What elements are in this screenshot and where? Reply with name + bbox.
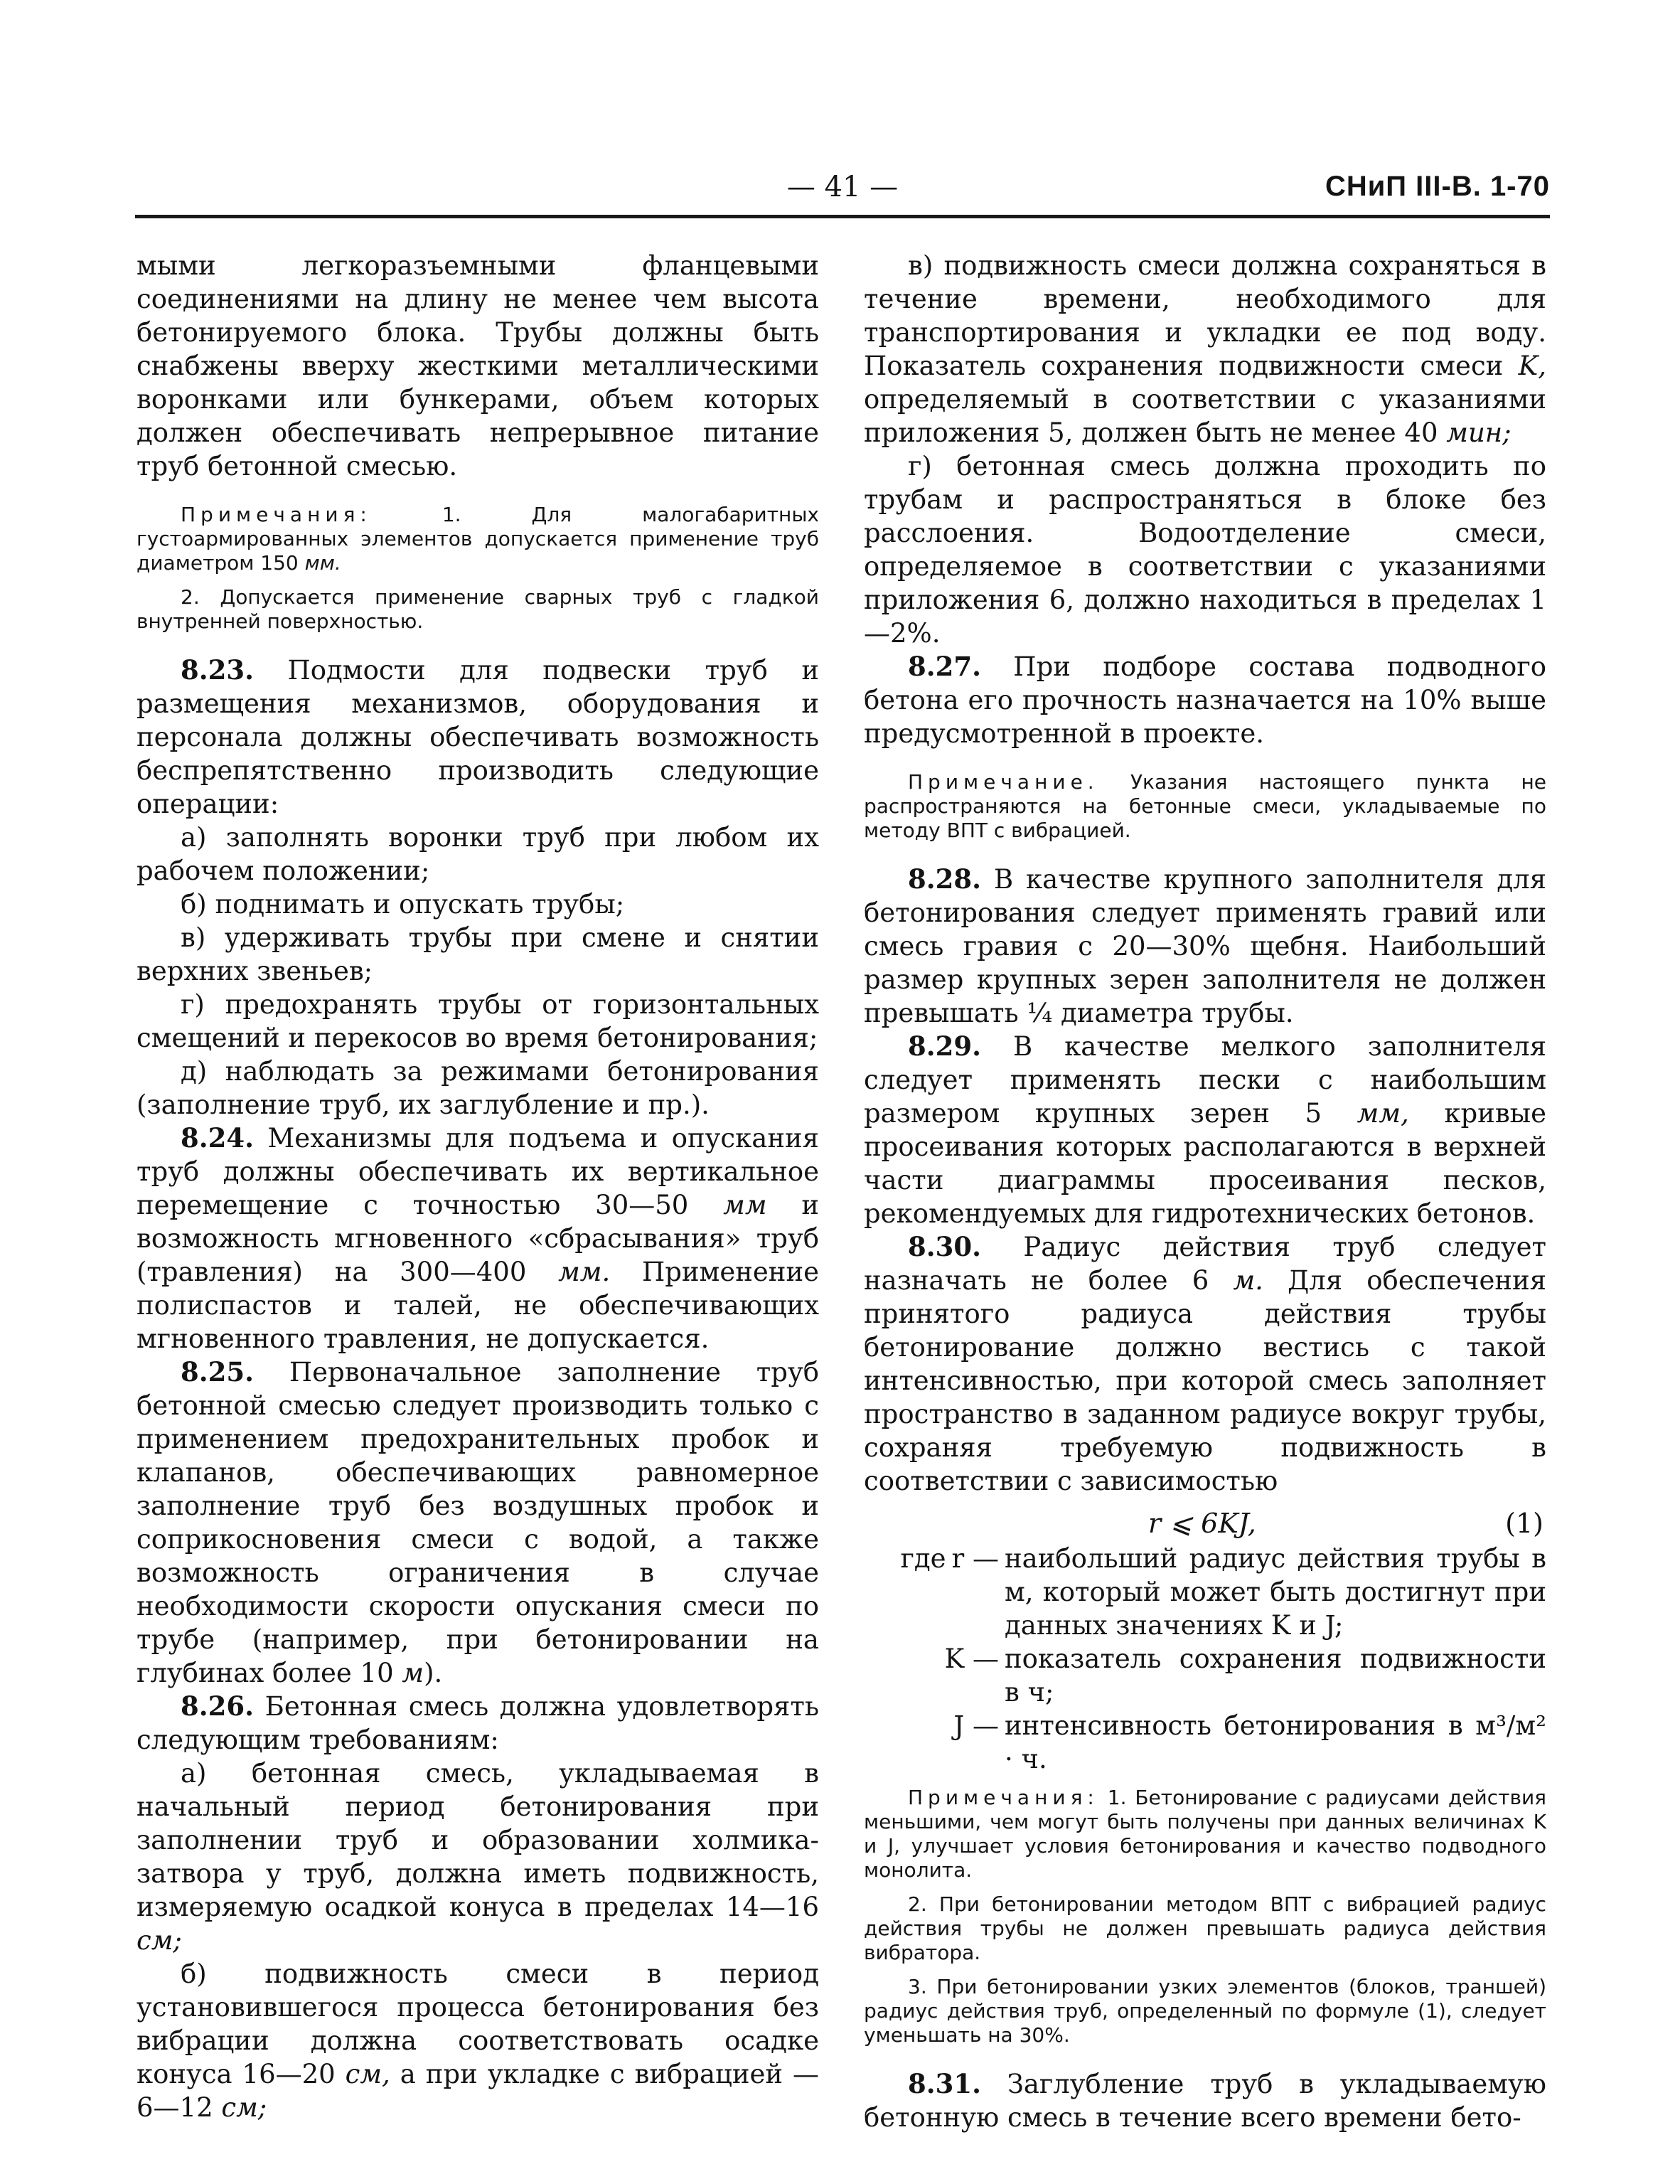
note-label: Примечание. xyxy=(908,770,1099,794)
note-text: 2. Допускается применение сварных труб с гладкой внутренней поверхностью. xyxy=(137,585,819,633)
clause-text: Подмости для подвески труб и размещения механизмов, оборудования и персонала должны обеспечивать возможность беспрепятственно производить следующие операции: xyxy=(137,655,819,819)
clause-number: 8.30. xyxy=(908,1231,981,1262)
left-column xyxy=(137,249,819,2124)
clause-number: 8.31. xyxy=(908,2068,981,2099)
formula-1 xyxy=(864,1505,1546,1542)
clause-8-30 xyxy=(864,1230,1546,1498)
clause-number: 8.24. xyxy=(181,1122,254,1154)
requirement-a xyxy=(137,1757,819,1957)
clause-text: Применение полиспастов и талей, не обеспечивающих мгновенного травления, не допускается. xyxy=(137,1257,820,1354)
notes-label: Примечания: xyxy=(181,503,372,526)
list-item: д) наблюдать за режимами бетонирования (заполнение труб, их заглубление и пр.). xyxy=(137,1056,819,1120)
requirement-text: а) бетонная смесь, укладываемая в начальный период бетонирования при заполнении труб и образовании холмика-затвора у труб, должна иметь подвижность, измеряемую осадкой конуса в пределах 14—16 xyxy=(137,1758,819,1922)
symbol-k: K, xyxy=(1518,351,1546,381)
page-header xyxy=(135,168,1550,211)
list-item: г) предохранять трубы от горизонтальных смещений и перекосов во время бетонирования; xyxy=(137,989,819,1053)
note-item xyxy=(864,1786,1546,1882)
legend-row xyxy=(864,1542,1546,1642)
clause-8-31 xyxy=(864,2067,1546,2134)
clause-8-29 xyxy=(864,1030,1546,1230)
clause-number: 8.25. xyxy=(181,1356,254,1387)
clause-8-25 xyxy=(137,1355,819,1690)
unit-text: мм xyxy=(723,1190,767,1220)
right-column xyxy=(864,249,1546,2134)
clause-text: В качестве мелкого заполнителя следует применять пески с наибольшим размером крупных зерен 5 xyxy=(864,1031,1547,1129)
unit-text: см, xyxy=(345,2059,390,2089)
note-item: 2. При бетонировании методом ВПТ с вибрацией радиус действия трубы не должен превышать радиуса действия вибратора. xyxy=(864,1892,1546,1964)
note-text: Указания настоящего пункта не распространяются на бетонные смеси, укладываемые по методу ВПТ с вибрацией. xyxy=(864,770,1546,842)
legend-text: интенсивность бетонирования в м³/м² · ч. xyxy=(1005,1710,1546,1774)
clause-text: и возможность мгновенного «сбрасывания» труб (травления) на 300—400 xyxy=(137,1190,819,1287)
clause-text: ). xyxy=(424,1658,443,1688)
notes-block xyxy=(137,503,819,634)
legend-symbol xyxy=(864,1542,1005,1642)
notes-block-2 xyxy=(864,1786,1546,2047)
requirement-text: б) подвижность смеси в период установившегося процесса бетонирования без вибрации должна соответствовать осадке конуса 16—20 xyxy=(137,1959,819,2089)
note-item: 3. При бетонировании узких элементов (блоков, траншей) радиус действия труб, определенный по формуле (1), следует уменьшать на 30%. xyxy=(864,1975,1546,2047)
requirement-text: в) подвижность смеси должна сохраняться в течение времени, необходимого для транспортирования и укладки ее под воду. Показатель сохранения подвижности смеси xyxy=(864,250,1546,381)
clause-text: Для обеспечения принятого радиуса действия трубы бетонирование должно вестись с такой интенсивностью, при которой смесь заполняет пространство в заданном радиусе вокруг трубы, сохраняя требуемую подвижность в соответствии с зависимостью xyxy=(864,1265,1547,1496)
clause-text: Бетонная смесь должна удовлетворять следующим требованиям: xyxy=(137,1691,820,1755)
clause-text: кривые просеивания которых располагаются в верхней части диаграммы просеивания песков, рекомендуемых для гидротехнических бетонов. xyxy=(864,1098,1546,1229)
formula-legend xyxy=(864,1542,1546,1776)
document-code: СНиП III-В. 1-70 xyxy=(1325,171,1550,202)
note-8-27 xyxy=(864,770,1546,843)
unit-text: мм, xyxy=(1357,1098,1409,1129)
clause-number: 8.26. xyxy=(181,1690,254,1722)
legend-symbol: K — xyxy=(944,1644,999,1674)
clause-number: 8.28. xyxy=(908,863,981,895)
clause-number: 8.29. xyxy=(908,1030,981,1062)
unit-text: м xyxy=(402,1658,424,1688)
clause-text: Механизмы для подъема и опускания труб должны обеспечивать их вертикальное перемещение с точностью 30—50 xyxy=(137,1123,819,1220)
clause-8-23 xyxy=(137,654,819,821)
note-unit: мм. xyxy=(304,551,341,575)
clause-number: 8.27. xyxy=(908,651,981,682)
clause-8-26 xyxy=(137,1690,819,1757)
list-item: б) поднимать и опускать трубы; xyxy=(181,889,625,920)
requirement-b xyxy=(137,1957,819,2124)
requirement-g: г) бетонная смесь должна проходить по трубам и распространяться в блоке без расслоения. Водоотделение смеси, определяемое в соответствии с указаниями приложения 6, должно находиться в пределах 1—2%. xyxy=(864,451,1546,649)
list-item: а) заполнять воронки труб при любом их рабочем положении; xyxy=(137,822,819,886)
note-item xyxy=(137,503,819,575)
fraction: ¼ xyxy=(1027,998,1053,1028)
clause-text: В качестве крупного заполнителя для бетонирования следует применять гравий или смесь гравия с 20—30% щебня. Наибольший размер крупных зерен заполнителя не должен превышать xyxy=(864,864,1546,1028)
legend-text: показатель сохранения подвижности в ч; xyxy=(1005,1644,1546,1708)
unit-text: м. xyxy=(1233,1265,1263,1296)
paragraph-text: мыми легкоразъемными фланцевыми соединениями на длину не менее чем высота бетонируемого блока. Трубы должны быть снабжены вверху жесткими металлическими воронками или бункерами, объем которых должен обеспечивать непрерывное питание труб бетонной смесью. xyxy=(137,250,819,481)
notes-label: Примечания: xyxy=(908,1786,1099,1809)
requirement-text: а при укладке с вибрацией — 6—12 xyxy=(137,2059,819,2123)
clause-8-28 xyxy=(864,863,1546,1030)
legend-lead: где xyxy=(900,1543,946,1574)
note-item xyxy=(137,585,819,634)
clause-text: Заглубление труб в укладываемую бетонную смесь в течение всего времени бето- xyxy=(864,2069,1546,2133)
header-rule xyxy=(135,215,1550,218)
list-item: в) удерживать трубы при смене и снятии верхних звеньев; xyxy=(137,922,819,986)
legend-text: наибольший радиус действия трубы в м, который может быть достигнут при данных значениях K и J; xyxy=(1005,1543,1546,1641)
clause-8-27 xyxy=(864,650,1546,750)
formula-number: (1) xyxy=(1505,1508,1543,1539)
legend-sym: r — xyxy=(951,1543,999,1574)
unit-text: мм. xyxy=(558,1257,611,1287)
note-text: 1. Бетонирование с радиусами действия меньшими, чем могут быть получены при данных величинах K и J, улучшает условия бетонирования и качество подводного монолита. xyxy=(864,1786,1546,1882)
page-number: — 41 — xyxy=(786,171,899,203)
legend-symbol: J — xyxy=(953,1710,999,1741)
unit-text: см; xyxy=(137,1925,182,1956)
formula-expression: r ⩽ 6KJ, xyxy=(1148,1508,1256,1539)
legend-row xyxy=(864,1642,1546,1709)
clause-text: диаметра трубы. xyxy=(1061,998,1294,1028)
unit-text: мин; xyxy=(1446,417,1512,448)
clause-8-24 xyxy=(137,1122,819,1355)
clause-text: Радиус действия труб следует назначать не более 6 xyxy=(864,1232,1546,1296)
unit-text: см; xyxy=(221,2092,267,2123)
clause-text: При подборе состава подводного бетона его прочность назначается на 10% выше предусмотренной в проекте. xyxy=(864,651,1546,749)
clause-text: Первоначальное заполнение труб бетонной смесью следует производить только с применением предохранительных пробок и клапанов, обеспечивающих равномерное заполнение труб без воздушных пробок и соприкосновения смеси с водой, а также возможность ограничения в случае необходимости скорости опускания смеси по трубе (например, при бетонировании на глубинах более 10 xyxy=(137,1357,819,1688)
clause-number: 8.23. xyxy=(181,654,254,686)
requirement-text: определяемый в соответствии с указаниями приложения 5, должен быть не менее 40 xyxy=(864,384,1546,448)
requirement-v xyxy=(864,249,1546,449)
note-text: 1. Для малогабаритных густоармированных элементов допускается применение труб диаметром 150 xyxy=(137,503,819,575)
legend-row xyxy=(864,1709,1546,1776)
paragraph-continuation xyxy=(137,249,819,483)
